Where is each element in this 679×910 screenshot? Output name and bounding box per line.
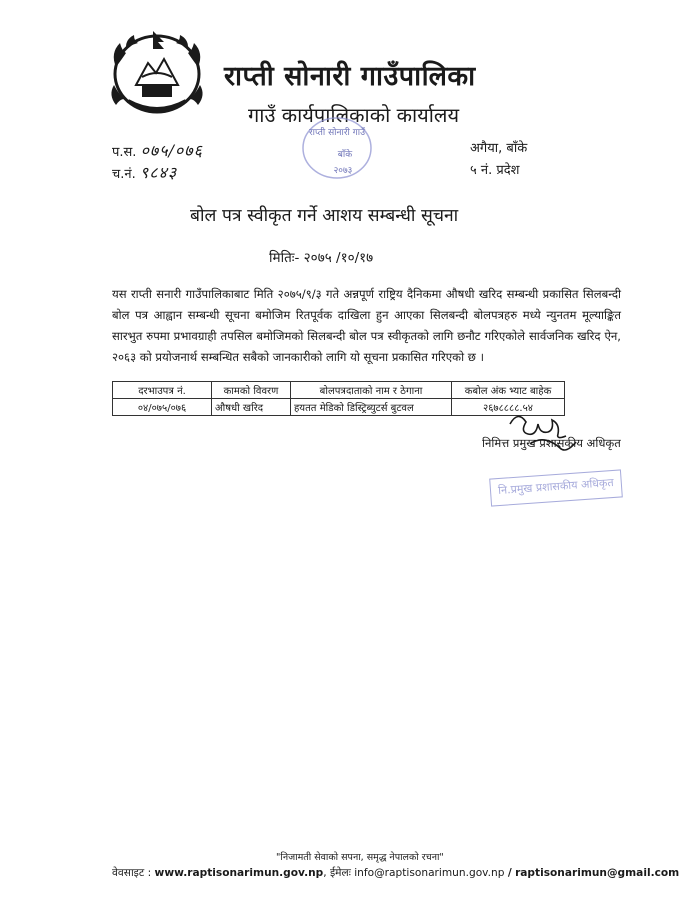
footer-contact: वेवसाइट : www.raptisonarimun.gov.np, ईमेलः info@raptisonarimun.gov.np / raptisonarimun@gmail.com [112,867,679,879]
header-work-description: कामको विवरण [212,382,291,399]
cell-bid-amount: २६७८८८८.५४ [452,399,565,416]
table-row [113,399,565,416]
cell-bidder-name: हयतत मेडिको डिस्ट्रिब्युटर्स बुटवल [291,399,452,416]
designation-stamp: नि.प्रमुख प्रशासकीय अधिकृत [489,469,623,506]
header-bid-amount: कबोल अंक भ्याट बाहेक [452,382,565,399]
stamp-line-3: २०७३ [333,166,353,176]
notice-title: बोल पत्र स्वीकृत गर्ने आशय सम्बन्धी सूचना [190,206,459,226]
reference-number [112,139,203,161]
cell-work-description: औषधी खरिद [212,399,291,416]
chalan-label: च.नं. [112,167,136,182]
ref-value: ०७५/०७६ [140,141,203,160]
award-table [112,381,565,416]
municipality-title: राप्ती सोनारी गाउँपालिका [224,61,476,92]
email-label: ईमेलः [329,867,351,879]
footer-motto: "निजामती सेवाको सपना, समृद्ध नेपालको रचना" [276,852,444,863]
dispatch-number [112,161,177,183]
nepal-emblem-logo [106,27,208,119]
email-link[interactable]: info@raptisonarimun.gov.np [354,867,505,879]
address-line-1: अगैया, बाँके [470,141,528,156]
header-bid-number: दरभाउपत्र नं. [113,382,212,399]
website-link[interactable]: www.raptisonarimun.gov.np [154,867,324,879]
footer-separator: / [507,867,512,879]
stamp-line-2: बाँके [337,150,353,160]
address-line-2: ५ नं. प्रदेश [470,163,520,178]
office-stamp [299,113,375,183]
ref-label: प.स. [112,145,137,160]
table-header-row [113,382,565,399]
chalan-value: ९८४३ [139,163,178,182]
stamp-line-1: राप्ती सोनारी गाउँ [308,128,366,138]
header-bidder-name: बोलपत्रदाताको नाम र ठेगाना [291,382,452,399]
signer-designation: निमित्त प्रमुख प्रशासकीय अधिकृत [482,436,621,450]
office-subtitle: गाउँ कार्यपालिकाको कार्यालय [248,103,460,127]
notice-date: मितिः- २०७५ /१०/१७ [269,250,374,266]
notice-body: यस राप्ती सनारी गाउँपालिकाबाट मिति २०७५/९/३ गते अन्नपूर्ण राष्ट्रिय दैनिकमा औषधी खरिद सम्बन्धी प्रकासित सिलबन्दी बोल पत्र आह्वान सम्बन्धी सूचना बमोजिम रितपूर्वक दाखिला हुन आएका सिलबन्दी बोलपत्रहरु मध्ये न्युनतम मूल्याङ्कित सारभुत रुपमा प्रभावग्राही तपसिल बमोजिमको सिलबन्दी बोल पत्र स्वीकृतको लागि छनौट गरिएकोले सार्वजनिक खरिद ऐन, २०६३ को प्रयोजनार्थ सम्बन्धित सबैको जानकारीको लागि यो सूचना प्रकासित गरिएको छ । [112,287,621,364]
cell-bid-number: ०४/०७५/०७६ [113,399,212,416]
website-label: वेवसाइट : [112,867,152,879]
social-link[interactable]: raptisonarimun@gmail.com [515,867,679,879]
